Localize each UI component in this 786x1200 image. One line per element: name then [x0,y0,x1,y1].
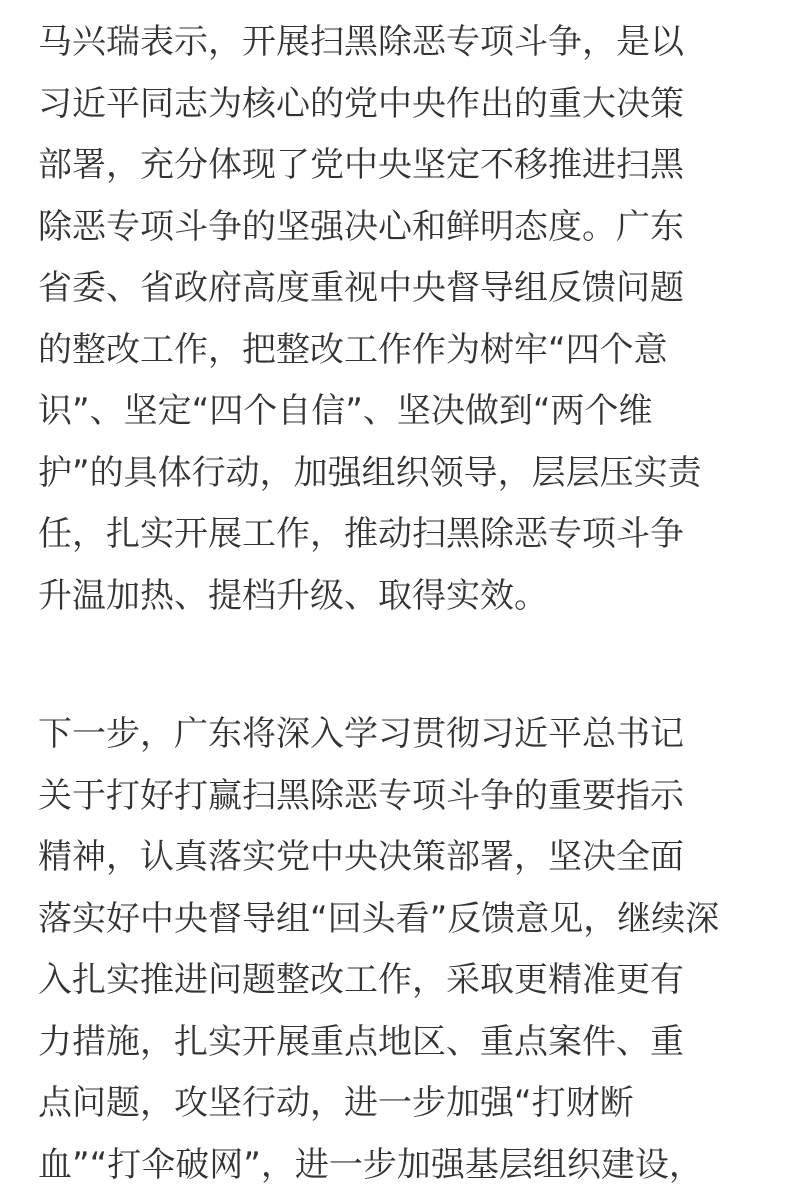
paragraph-line: 识”、坚定“四个自信”、坚决做到“两个维 [38,391,653,431]
paragraph-line: 下一步，广东将深入学习贯彻习近平总书记 [38,714,684,754]
paragraph-line: 省委、省政府高度重视中央督导组反馈问题 [38,268,684,308]
paragraph-line: 除恶专项斗争的坚强决心和鲜明态度。广东 [38,206,684,247]
paragraph-line: 部署，充分体现了党中央坚定不移推进扫黑 [38,145,684,185]
paragraph-line: 血”“打伞破网”，进一步加强基层组织建设， [38,1144,703,1185]
paragraph-1 [38,12,702,627]
paragraph-line: 入扎实推进问题整改工作，采取更精准更有 [38,960,684,1000]
paragraph-line: 升温加热、提档升级、取得实效。 [38,575,548,616]
paragraph-line: 关于打好打赢扫黑除恶专项斗争的重要指示 [38,775,684,816]
paragraph-line: 点问题，攻坚行动，进一步加强“打财断 [38,1083,634,1123]
paragraph-line: 习近平同志为核心的党中央作出的重大决策 [38,83,684,124]
paragraph-line: 马兴瑞表示，开展扫黑除恶专项斗争，是以 [38,22,684,62]
paragraph-line: 精神，认真落实党中央决策部署，坚决全面 [38,837,684,877]
paragraph-line: 护”的具体行动，加强组织领导，层层压实责 [38,452,702,493]
paragraph-line: 任，扎实开展工作，推动扫黑除恶专项斗争 [38,514,684,554]
paragraph-line: 落实好中央督导组“回头看”反馈意见，继续深 [38,898,720,939]
paragraph-2 [38,704,719,1196]
paragraph-line: 的整改工作，把整改工作作为树牢“四个意 [38,329,668,370]
paragraph-line: 力措施，扎实开展重点地区、重点案件、重 [38,1021,684,1062]
